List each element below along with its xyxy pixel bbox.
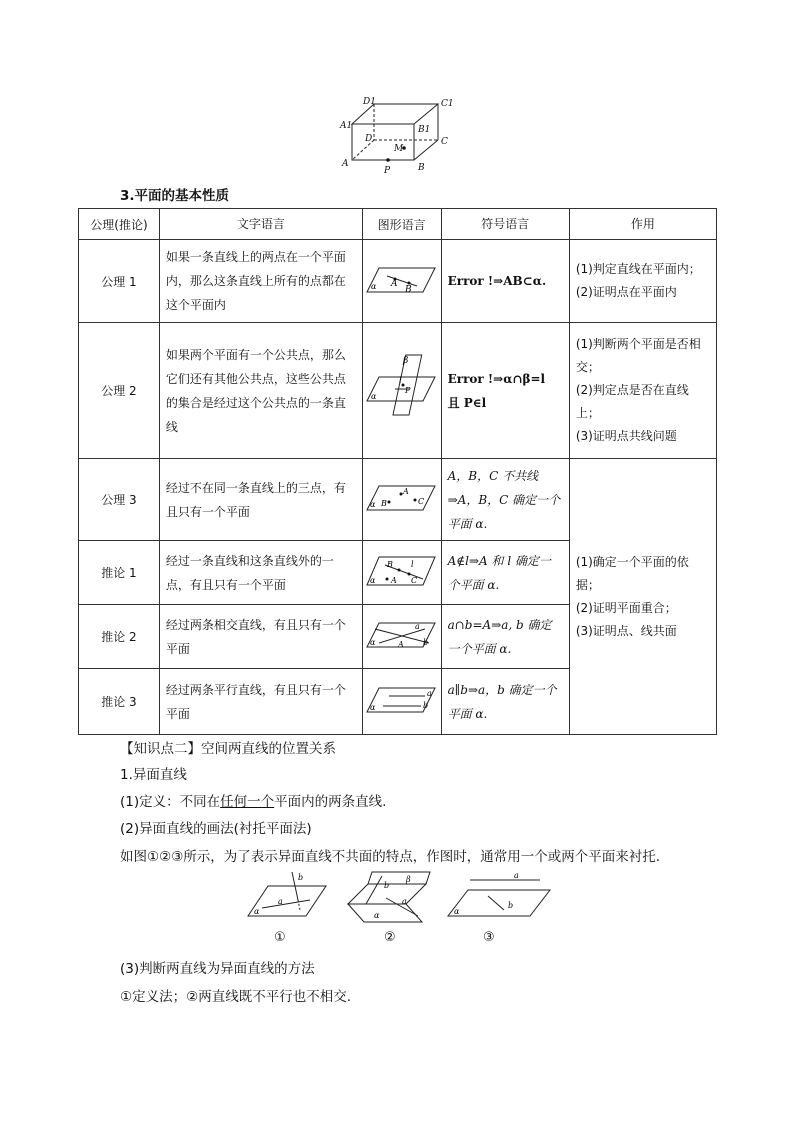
svg-text:β: β [406, 875, 411, 884]
figure-cell [362, 669, 441, 735]
definition-line [120, 790, 386, 810]
definition-suffix: 平面内的两条直线. [274, 794, 387, 810]
plane-figure-corollary1 [365, 551, 439, 591]
header-cell: 文字语言 [159, 209, 362, 240]
svg-text:B: B [404, 284, 412, 295]
figure-label-2: ② [384, 930, 396, 945]
row-text: 经过一条直线和这条直线外的一点，有且只有一个平面 [159, 541, 362, 605]
cube-label: D [365, 134, 373, 144]
row-name: 推论 3 [79, 669, 160, 735]
table-row [79, 459, 717, 541]
header-cell: 图形语言 [362, 209, 441, 240]
svg-text:b: b [508, 901, 514, 910]
row-symbol: Error !⇒AB⊂α. [441, 240, 569, 323]
row-name: 公理 3 [79, 459, 160, 541]
cube-label: M [394, 144, 404, 154]
svg-text:α: α [369, 576, 376, 585]
row-name: 推论 2 [79, 605, 160, 669]
skew-figure-1 [246, 870, 332, 922]
figure-cell [362, 605, 441, 669]
svg-text:A: A [402, 487, 409, 496]
row-symbol: a∩b=A⇒a, b 确定一个平面 α. [441, 605, 569, 669]
definition-prefix: (1)定义：不同在 [120, 794, 221, 810]
section-title: 3.平面的基本性质 [120, 188, 230, 204]
plane-figure-corollary3 [365, 680, 439, 720]
figure-label-1: ① [274, 930, 286, 945]
svg-text:l: l [410, 560, 414, 569]
svg-text:b: b [422, 638, 428, 647]
svg-text:C: C [410, 576, 417, 585]
svg-text:α: α [374, 911, 380, 920]
plane-figure-axiom2 [365, 349, 439, 429]
drawing-title: (2)异面直线的画法(衬托平面法) [120, 821, 312, 837]
svg-text:α: α [369, 500, 376, 509]
svg-text:A: A [390, 576, 397, 585]
svg-text:B: B [380, 499, 387, 508]
plane-figure-corollary2 [365, 615, 439, 655]
row-symbol: Error !⇒α∩β=l 且 P∈l [441, 323, 569, 459]
figure-cell [362, 541, 441, 605]
svg-text:β: β [402, 356, 408, 366]
cube-label: C1 [441, 99, 454, 109]
svg-text:A: A [397, 640, 404, 649]
svg-text:P: P [404, 386, 411, 395]
figure-cell [362, 240, 441, 323]
svg-text:α: α [454, 907, 460, 916]
row-symbol: a∥b⇒a，b 确定一个平面 α. [441, 669, 569, 735]
cube-label: A1 [340, 121, 353, 131]
header-cell: 符号语言 [441, 209, 569, 240]
table-row [79, 323, 717, 459]
cube-label: C [441, 137, 448, 147]
skew-figure-3 [446, 868, 556, 922]
figure-cell [362, 459, 441, 541]
svg-text:a: a [278, 897, 283, 906]
cube-label: D1 [363, 97, 376, 107]
drawing-description: 如图①②③所示，为了表示异面直线不共面的特点，作图时，通常用一个或两个平面来衬托. [120, 849, 661, 865]
row-symbol: A∉l⇒A 和 l 确定一个平面 α. [441, 541, 569, 605]
figure-cell [362, 323, 441, 459]
cube-figure [338, 94, 458, 176]
cube-label: B [418, 163, 425, 173]
figure-label-3: ③ [483, 930, 495, 945]
svg-text:A: A [390, 278, 398, 289]
svg-text:B: B [386, 560, 393, 569]
skew-figure-2 [346, 870, 436, 926]
row-text: 经过两条平行直线，有且只有一个平面 [159, 669, 362, 735]
svg-text:a: a [402, 897, 407, 906]
row-name: 推论 1 [79, 541, 160, 605]
judge-title: (3)判断两直线为异面直线的方法 [120, 961, 315, 977]
svg-text:a: a [514, 871, 519, 880]
svg-text:a: a [426, 689, 432, 698]
cube-label: B1 [418, 125, 431, 135]
svg-text:α: α [370, 281, 377, 291]
row-name: 公理 1 [79, 240, 160, 323]
judge-methods: ①定义法；②两直线既不平行也不相交. [120, 989, 351, 1005]
merged-use: (1)确定一个平面的依据； (2)证明平面重合； (3)证明点、线共面 [569, 459, 716, 735]
plane-figure-axiom1 [365, 260, 439, 300]
svg-text:a: a [414, 622, 420, 631]
svg-text:b: b [298, 873, 304, 882]
kp2-title: 【知识点二】空间两直线的位置关系 [120, 741, 336, 757]
header-cell: 公理(推论) [79, 209, 160, 240]
row-text: 如果一条直线上的两点在一个平面内，那么这条直线上所有的点都在这个平面内 [159, 240, 362, 323]
cube-label: A [342, 159, 349, 169]
row-text: 经过不在同一条直线上的三点，有且只有一个平面 [159, 459, 362, 541]
svg-text:α: α [370, 392, 377, 401]
row-use: (1)判定直线在平面内； (2)证明点在平面内 [569, 240, 716, 323]
svg-text:C: C [417, 497, 424, 506]
header-cell: 作用 [569, 209, 716, 240]
row-symbol: A，B，C 不共线⇒A，B，C 确定一个平面 α. [441, 459, 569, 541]
row-use: (1)判断两个平面是否相交； (2)判定点是否在直线上； (3)证明点共线问题 [569, 323, 716, 459]
kp2-subtitle: 1.异面直线 [120, 767, 187, 783]
table-row [79, 240, 717, 323]
row-text: 经过两条相交直线，有且只有一个平面 [159, 605, 362, 669]
plane-figure-axiom3 [365, 478, 439, 518]
table-header-row [79, 209, 717, 240]
svg-text:α: α [369, 703, 376, 712]
svg-text:l: l [398, 376, 402, 385]
cube-label: P [384, 166, 391, 176]
svg-text:b: b [422, 701, 428, 710]
row-text: 如果两个平面有一个公共点，那么它们还有其他公共点，这些公共点的集合是经过这个公共点的一条直线 [159, 323, 362, 459]
svg-text:b: b [384, 881, 390, 890]
svg-text:α: α [254, 907, 260, 916]
properties-table [78, 208, 717, 735]
definition-underlined: 任何一个 [220, 794, 275, 810]
row-name: 公理 2 [79, 323, 160, 459]
svg-text:α: α [369, 638, 376, 647]
